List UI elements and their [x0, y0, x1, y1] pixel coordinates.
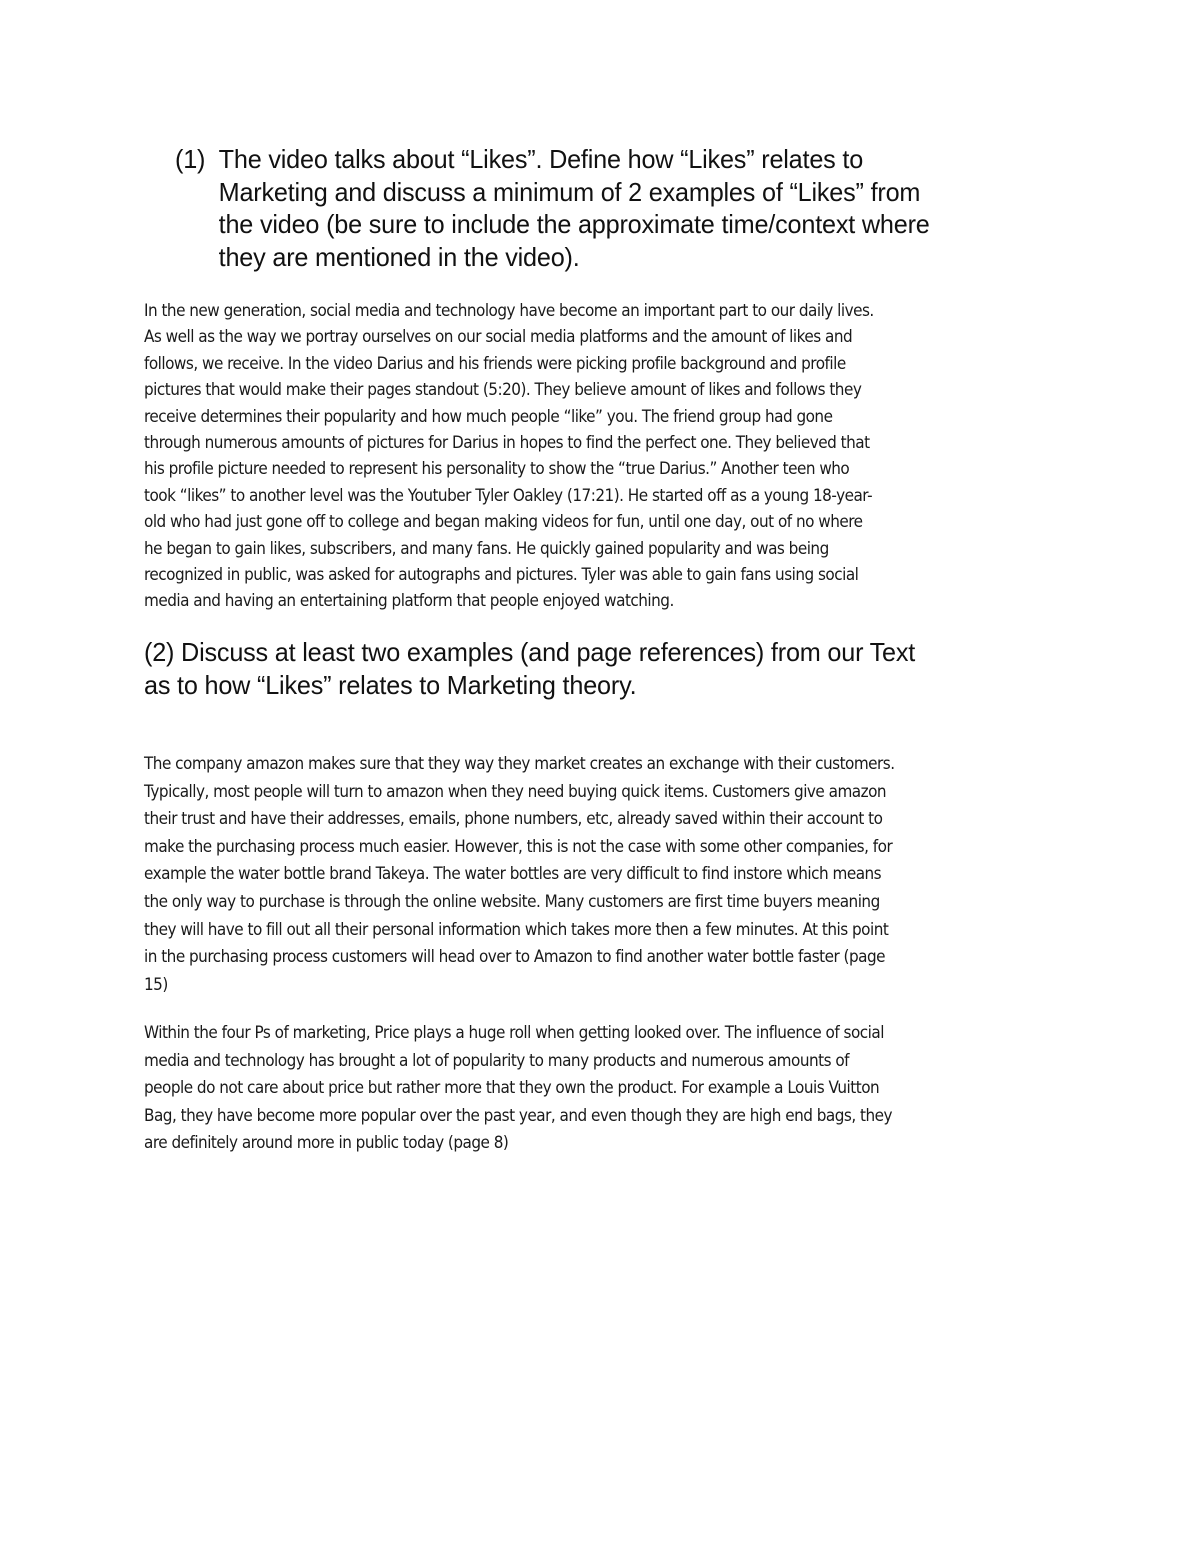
text-line: pictures that would make their pages standout (5:20). They believe amount of likes and follows they: [144, 380, 862, 400]
text-line: make the purchasing process much easier. However, this is not the case with some other companies, for: [144, 836, 893, 856]
text-line: people do not care about price but rather more that they own the product. For example a Louis Vuitton: [144, 1078, 880, 1098]
question-1-text: [219, 143, 930, 273]
answer-1-paragraph: [144, 298, 874, 615]
text-line: old who had just gone off to college and began making videos for fun, until one day, out of no where: [144, 512, 863, 532]
answer-2a-paragraph: [144, 750, 895, 998]
text-line: media and technology has brought a lot of popularity to many products and numerous amounts of: [144, 1050, 850, 1070]
text-line: Bag, they have become more popular over the past year, and even though they are high end bags, they: [144, 1105, 893, 1125]
text-line: his profile picture needed to represent his personality to show the “true Darius.” Another teen who: [144, 459, 850, 479]
text-line: example the water bottle brand Takeya. The water bottles are very difficult to find instore which means: [144, 864, 882, 884]
answer-2b-paragraph: [144, 1019, 892, 1157]
text-line: follows, we receive. In the video Darius and his friends were picking profile background and profile: [144, 353, 846, 373]
text-line: took “likes” to another level was the Youtuber Tyler Oakley (17:21). He started off as a young 18-year-: [144, 485, 873, 505]
text-line: their trust and have their addresses, emails, phone numbers, etc, already saved within their account to: [144, 809, 883, 829]
text-line: he began to gain likes, subscribers, and many fans. He quickly gained popularity and was being: [144, 538, 829, 558]
text-line: they are mentioned in the video).: [218, 241, 580, 272]
text-line: In the new generation, social media and technology have become an important part to our daily lives.: [144, 301, 874, 320]
text-line: Typically, most people will turn to amazon when they need buying quick items. Customers give amazon: [144, 781, 887, 801]
text-line: media and having an entertaining platform that people enjoyed watching.: [144, 591, 674, 611]
text-line: As well as the way we portray ourselves on our social media platforms and the amount of likes and: [144, 327, 853, 347]
text-line: recognized in public, was asked for autographs and pictures. Tyler was able to gain fans using social: [144, 565, 859, 585]
text-line: Within the four Ps of marketing, Price plays a huge roll when getting looked over. The influence of social: [144, 1023, 884, 1042]
text-line: they will have to fill out all their personal information which takes more then a few minutes. At this point: [144, 919, 889, 939]
text-line: in the purchasing process customers will head over to Amazon to find another water bottle faster (page: [144, 947, 886, 967]
text-line: The video talks about “Likes”. Define how “Likes” relates to: [218, 144, 864, 174]
text-line: the only way to purchase is through the online website. Many customers are first time buyers meaning: [144, 891, 880, 911]
text-line: Marketing and discuss a minimum of 2 examples of “Likes” from: [218, 176, 921, 207]
text-line: the video (be sure to include the approximate time/context where: [218, 209, 930, 239]
text-line: (2) Discuss at least two examples (and page references) from our Text: [144, 637, 916, 667]
question-2-heading: [144, 636, 915, 701]
text-line: The company amazon makes sure that they way they market creates an exchange with their customers.: [144, 754, 895, 773]
text-line: through numerous amounts of pictures for Darius in hopes to find the perfect one. They believed that: [144, 433, 870, 453]
text-line: as to how “Likes” relates to Marketing theory.: [144, 669, 637, 700]
question-1-number: (1): [175, 144, 206, 174]
text-line: receive determines their popularity and how much people “like” you. The friend group had gone: [144, 406, 833, 426]
text-line: are definitely around more in public today (page 8): [144, 1133, 509, 1153]
text-line: 15): [144, 974, 168, 994]
